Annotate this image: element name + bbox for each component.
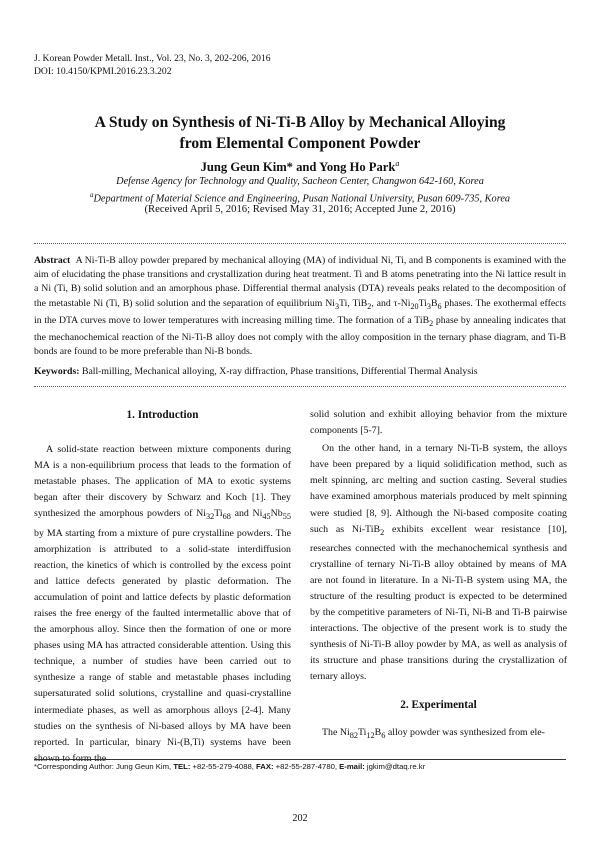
journal-citation: J. Korean Powder Metall. Inst., Vol. 23, No. 3, 202-206, 2016 bbox=[34, 53, 271, 64]
abstract-text: Ti, TiB bbox=[339, 297, 368, 309]
section-heading-experimental: 2. Experimental bbox=[400, 698, 477, 711]
footnote-fax-label: FAX: bbox=[256, 762, 274, 771]
abstract-text: phases. The exothermal effects in the DTA curves move to lower temperatures with increasing milling time. The formation of a TiB bbox=[34, 297, 566, 326]
paragraph-text: On the other hand, in a ternary Ni-Ti-B system, the alloys have been prepared by a liquid solidification method, such as melt spinning, arc melting and suction casting. Several studies have examined amorphous materials produced by melt spinning were studied [8, 9]. Although the Ni-based composite coating such as Ni-TiB bbox=[310, 443, 567, 535]
paragraph-text: Nb bbox=[270, 508, 283, 520]
section-heading-introduction: 1. Introduction bbox=[126, 409, 199, 421]
received-dates: (Received April 5, 2016; Revised May 31, 2016; Accepted June 2, 2016) bbox=[144, 203, 456, 215]
footnote-fax: +82-55-287-4780, bbox=[273, 762, 340, 771]
continued-paragraph: solid solution and exhibit alloying behavior from the mixture components [5-7]. bbox=[310, 409, 567, 437]
sub: 6 bbox=[381, 730, 386, 740]
footnote-author: *Corresponding Author: Jung Geun Kim, bbox=[34, 762, 174, 771]
sub: 20 bbox=[410, 301, 419, 311]
right-column bbox=[310, 407, 567, 744]
journal-header bbox=[34, 52, 271, 78]
sub: 2 bbox=[380, 527, 385, 537]
author-affil-mark: a bbox=[395, 159, 400, 168]
paragraph-text: alloy powder was synthesized from ele- bbox=[385, 726, 545, 738]
paragraph-text: Ti bbox=[357, 726, 367, 738]
keywords bbox=[34, 366, 566, 377]
title-line-2: from Elemental Component Powder bbox=[179, 135, 421, 152]
ternary-paragraph bbox=[310, 441, 567, 685]
sub: 2 bbox=[429, 318, 434, 328]
sub: 55 bbox=[282, 512, 291, 522]
paragraph-text: by MA starting from a mixture of pure crystalline powders. The amorphization is attributed to a solid-state interdiffusion reaction, the kinetics of which is controlled by the excess point and lattice defects generated by plastic deformation. The accumulation of point and lattice defects by plastic deformation raises the free energy of the faulted intermetallic above that of the amorphous alloy. Since then the formation of one or more phases using MA has attracted considerable attention. Using this technique, a number of studies have been carried out to synthesize a range of stable and metastable phases including supersaturated solid solutions, crystalline and quasi-crystalline intermediate phases, as well as amorphous alloys [2-4]. Many studies on the synthesis of Ni-based alloys by MA have been reported. In particular, binary Ni-(B,Ti) systems have been shown to form the bbox=[34, 527, 291, 764]
paragraph-text: and Ni bbox=[230, 508, 263, 520]
abstract-divider bbox=[34, 386, 566, 387]
abstract-text: Ti bbox=[418, 297, 427, 309]
affiliation-1: Defense Agency for Technology and Quality, Sacheon Center, Changwon 642-160, Korea bbox=[116, 176, 484, 187]
abstract bbox=[34, 254, 566, 359]
sub: 3 bbox=[334, 301, 340, 311]
footnote-divider bbox=[34, 759, 566, 760]
footnote-email-label: E-mail: bbox=[339, 762, 365, 771]
authors bbox=[40, 159, 560, 175]
sub: 82 bbox=[349, 730, 358, 740]
abstract-text: , and τ-Ni bbox=[371, 297, 411, 309]
keywords-label: Keywords: bbox=[34, 366, 80, 377]
abstract-label: Abstract bbox=[34, 255, 71, 266]
sub: 2 bbox=[367, 301, 372, 311]
experimental-paragraph bbox=[310, 725, 567, 744]
keywords-text: Ball-milling, Mechanical alloying, X-ray diffraction, Phase transitions, Differential Thermal Analysis bbox=[79, 366, 478, 377]
journal-doi: DOI: 10.4150/KPMI.2016.23.3.202 bbox=[34, 66, 172, 77]
footnote-tel: +82-55-279-4088, bbox=[190, 762, 257, 771]
paragraph-text: A solid-state reaction between mixture components during MA is a non-equilibrium process that leads to the formation of metastable phases. The application of MA to exotic systems began after their discovery by Schwarz and Koch [1]. They synthesized the amorphous powders of Ni bbox=[34, 444, 291, 520]
top-divider bbox=[34, 243, 566, 244]
corresponding-author-footnote bbox=[34, 762, 425, 771]
left-column bbox=[34, 407, 291, 767]
paragraph-text: The Ni bbox=[322, 726, 350, 738]
page-number: 202 bbox=[292, 813, 308, 824]
sub: 45 bbox=[262, 512, 271, 522]
sub: 3 bbox=[426, 301, 431, 311]
paragraph-text: exhibits excellent wear resistance [10], researches connected with the mechanochemical synthesis and crystalline of ternary Ni-Ti-B alloy obtained by means of MA are not found in literature. In a Ni-Ti-B system using MA, the structure of the resulting product is expected to be determined by the competitive parameters of Ni-Ti, Ni-B and Ti-B pairwise interactions. The objective of the present work is to study the synthesis of Ni-Ti-B alloy powder by MA, as well as analysis of its structure and phase transitions during the crystallization of ternary alloys. bbox=[310, 523, 567, 683]
title-line-1: A Study on Synthesis of Ni-Ti-B Alloy by Mechanical Alloying bbox=[94, 114, 506, 131]
author-names: Jung Geun Kim* and Yong Ho Park bbox=[200, 160, 396, 175]
sub: 68 bbox=[222, 512, 231, 522]
sub: 32 bbox=[205, 512, 215, 522]
sub: 12 bbox=[366, 730, 375, 740]
paragraph-text: B bbox=[374, 726, 382, 738]
abstract-text: A Ni-Ti-B alloy powder prepared by mechanical alloying (MA) of individual Ni, Ti, and B components is examined with the aim of elucidating the phase transitions and crystallization during heat treatment. Ti and B atoms penetrating into the Ni lattice result in a Ni (Ti, B) solid solution and an amorphous phase. Differential thermal analysis (DTA) reveals peaks related to the decomposition of the metastable Ni (Ti, B) solid solution and the separation of equilibrium Ni bbox=[34, 255, 567, 309]
abstract-text: B bbox=[430, 297, 438, 309]
paper-title bbox=[40, 112, 560, 154]
affiliations bbox=[40, 175, 560, 205]
abstract-text: phase by annealing indicates that the mechanochemical reaction of the Ni-Ti-B alloy does not comply with the alloy composition in the ternary phase diagram, and Ti-B bonds are found to be more preferable than Ni-B bonds. bbox=[34, 314, 566, 358]
paragraph-text: Ti bbox=[214, 508, 223, 520]
affiliation-2-text: Department of Material Science and Engineering, Pusan National University, Pusan 609-735, Korea bbox=[93, 192, 511, 204]
sub: 6 bbox=[437, 301, 442, 311]
intro-paragraph bbox=[34, 442, 291, 767]
footnote-email: jgkim@dtaq.re.kr bbox=[364, 762, 426, 771]
footnote-tel-label: TEL: bbox=[173, 762, 191, 771]
affiliation-mark: a bbox=[89, 190, 94, 199]
